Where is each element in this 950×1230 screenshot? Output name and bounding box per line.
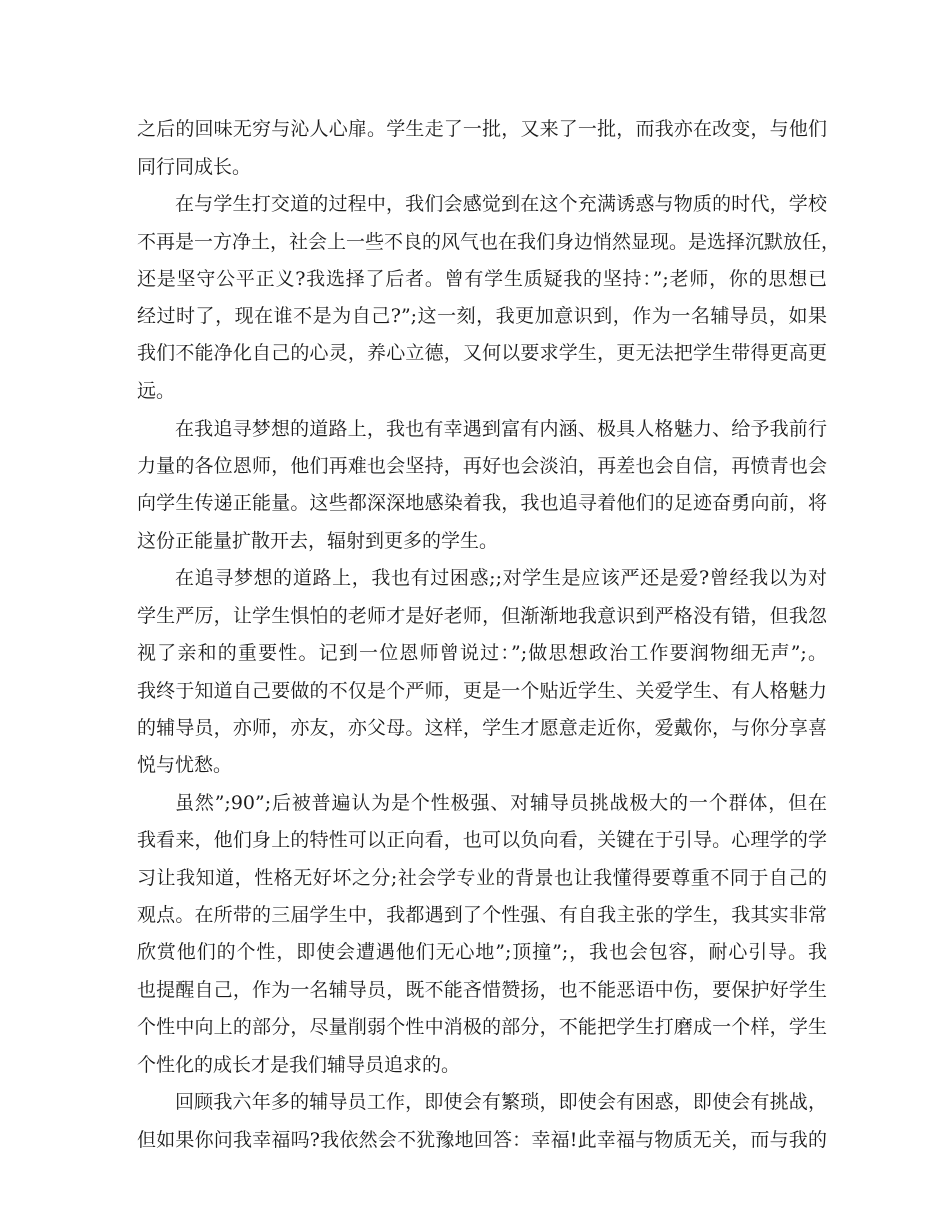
body-text-line: 不再是一方净土，社会上一些不良的风气也在我们身边悄然显现。是选择沉默放任， bbox=[137, 231, 841, 253]
paragraph-first-line: 在与学生打交道的过程中，我们会感觉到在这个充满诱惑与物质的时代，学校 bbox=[175, 193, 827, 215]
body-text-line: 远。 bbox=[137, 380, 176, 402]
body-text-line: 之后的回味无穷与沁人心扉。学生走了一批，又来了一批，而我亦在改变，与他们 bbox=[137, 118, 827, 140]
body-text-line: 我终于知道自己要做的不仅是个严师，更是一个贴近学生、关爱学生、有人格魅力 bbox=[137, 680, 827, 702]
body-text-line: 向学生传递正能量。这些都深深地感染着我，我也追寻着他们的足迹奋勇向前，将 bbox=[137, 492, 827, 514]
paragraph-first-line: 在追寻梦想的道路上，我也有过困惑;;对学生是应该严还是爱?曾经我以为对 bbox=[175, 567, 827, 589]
body-text-line: 但如果你问我幸福吗?我依然会不犹豫地回答：幸福!此幸福与物质无关，而与我的 bbox=[137, 1129, 827, 1151]
body-text-line: 我看来，他们身上的特性可以正向看，也可以负向看，关键在于引导。心理学的学 bbox=[137, 829, 827, 851]
body-text-line: 个性中向上的部分，尽量削弱个性中消极的部分，不能把学生打磨成一个样，学生 bbox=[137, 1016, 827, 1038]
paragraph-first-line: 虽然”;90”;后被普遍认为是个性极强、对辅导员挑战极大的一个群体，但在 bbox=[175, 792, 827, 814]
paragraph-first-line: 在我追寻梦想的道路上，我也有幸遇到富有内涵、极具人格魅力、给予我前行 bbox=[175, 418, 827, 440]
body-text-line: 这份正能量扩散开去，辐射到更多的学生。 bbox=[137, 530, 499, 552]
body-text-line: 同行同成长。 bbox=[137, 156, 252, 178]
body-text-line: 习让我知道，性格无好坏之分;社会学专业的背景也让我懂得要尊重不同于自己的 bbox=[137, 867, 827, 889]
body-text-line: 的辅导员，亦师，亦友，亦父母。这样，学生才愿意走近你，爱戴你，与你分享喜 bbox=[137, 717, 827, 739]
paragraph-first-line: 回顾我六年多的辅导员工作，即使会有繁琐，即使会有困惑，即使会有挑战， bbox=[175, 1091, 827, 1113]
body-text-line: 观点。在所带的三届学生中，我都遇到了个性强、有自我主张的学生，我其实非常 bbox=[137, 904, 827, 926]
body-text-line: 我们不能净化自己的心灵，养心立德，又何以要求学生，更无法把学生带得更高更 bbox=[137, 342, 827, 364]
body-text-line: 力量的各位恩师，他们再难也会坚持，再好也会淡泊，再差也会自信，再愤青也会 bbox=[137, 455, 827, 477]
body-text-line: 学生严厉，让学生惧怕的老师才是好老师，但渐渐地我意识到严格没有错，但我忽 bbox=[137, 605, 827, 627]
body-text-line: 欣赏他们的个性，即使会遭遇他们无心地”;顶撞”;，我也会包容，耐心引导。我 bbox=[137, 941, 827, 963]
body-text-line: 经过时了，现在谁不是为自己?”;这一刻，我更加意识到，作为一名辅导员，如果 bbox=[137, 305, 827, 327]
body-text-line: 还是坚守公平正义?我选择了后者。曾有学生质疑我的坚持：”;老师，你的思想已 bbox=[137, 268, 827, 290]
body-text-line: 视了亲和的重要性。记到一位恩师曾说过：”;做思想政治工作要润物细无声”;。 bbox=[137, 642, 827, 664]
body-text-line: 也提醒自己，作为一名辅导员，既不能吝惜赞扬，也不能恶语中伤，要保护好学生 bbox=[137, 979, 827, 1001]
body-text-line: 个性化的成长才是我们辅导员追求的。 bbox=[137, 1054, 461, 1076]
body-text-line: 悦与忧愁。 bbox=[137, 754, 233, 776]
